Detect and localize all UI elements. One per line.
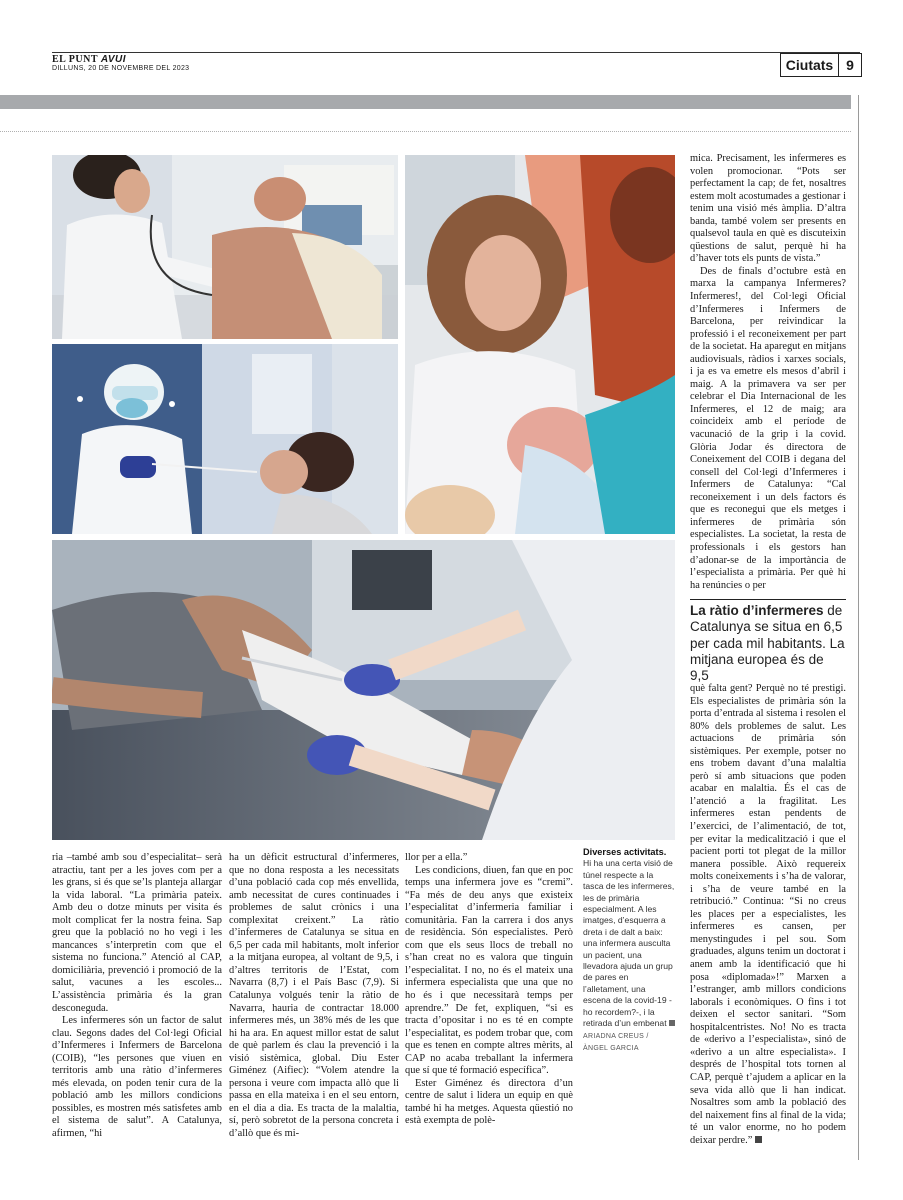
paragraph: ria –també amb sou d’especialitat– serà atractiu, tant per a les joves com per a les grans, si és que se’ls planteja allargar la vida laboral. “La primària pateix. Amb deu o dotze minuts per visita és molt complicat fer la nostra feina. Sap greu que la població no ho vegi i les mancances s’interpretin com que el sistema no funciona.” Atenció al CAP, domiciliària, prevenció i promoció de la salut, vacunes a les escoles... L’assistència primària és la gran desconeguda. [52, 852, 222, 1014]
page-edge-rule [858, 95, 859, 1160]
paragraph: Des de finals d’octubre està en marxa la campanya Infermeres? Infermeres!, del Col·legi Oficial d’Infermeres i Infermers de Barcelona, per reivindicar la professió i el reconeixement per part de la societat. Ha aparegut en mitjans audiovisuals, ràdios i xarxes socials, i ja es va emetre els mesos d’abril i maig. A la primavera va ser per celebrar el Dia Internacional de les Infermeres, el 12 de maig; ara coincideix amb el període de vacunació de la grip i la covid. Glòria Jodar és directora de Coneixement del COIB i degana del consell del Col·legi d’Infermeres i Infermers de Catalunya: “Cal reconeixement i un dels factors és que es reconegui que els metges i infermeres de primària són especialistes. La societat, la resta de professionals i els gestors han d’adonar-se de la importància de l’especialista a primària. Per què hi ha renúncies o per [690, 265, 846, 591]
header-rule [52, 52, 860, 53]
caption-text: Hi ha una certa visió de túnel respecte a la tasca de les infermeres, les de primària especialment. A les imatges, d’esquerra a dreta i de dalt a baix: una infermera ausculta un pacient, una llevadora ajuda un grup de pares en l’alletament, una escena de la covid-19 -ho recordem?-, i la retirada d’un embenat [583, 858, 675, 1029]
end-mark-icon [755, 1136, 762, 1143]
paragraph: mica. Precisament, les infermeres es volen promocionar. “Pots ser perfectament la cap; de fet, nosaltres estem molt acostumades a gestionar i tenim una visió més àmplia. D’altra banda, també volem ser presents en qualsevol taula en què es discuteixin qüestions de salut, perquè hi ha d’haver tots els punts de vista.” [690, 153, 846, 265]
article-column-right-top [690, 153, 846, 592]
photo-midwife-newborn [405, 155, 675, 534]
paragraph: què falta gent? Perquè no té prestigi. Els especialistes de primària són la porta d’entrada al sistema i resolen el 80% dels problemes de salut. Les actuacions de primària són sistèmiques. Per exemple, potser no ens trobem davant d’una malaltia però sí amb situacions que poden acabar en malaltia. És el cas de l’atenció a la fragilitat. Les infermeres estan pendents de l’exercici, de l’alimentació, de tot, per evitar la medicalització i que el pacient porti tot plegat de la millor manera possible. Això requereix molts coneixements i s’ha de valorar, i s’ha de veure també en la retribució.” Continua: “Si no creus les places per a especialistes, les infermeres es cansen, per menystingudes i pel sou. Som graduades, alguns tenim un doctorat i anem amb la identificació que hi posa «diplomada»!” Marxen a l’estranger, amb millors condicions laborals i econòmiques. O fins i tot deixen el sector sanitari. “Som hospitalcentristes. No! No es tracta de «derivo a l’especialista», sinó de «derivo a un altre especialista». I després de l’hospital tots tornen al CAP, perquè t’ajudem a aplicar en la seva vida allò que li han indicat. Nosaltres som amb la població des del naixement fins al final de la vida; té un valor enorme, no ho podem deixar perdre.” [690, 683, 846, 1146]
section-tab [780, 53, 862, 77]
paragraph: Les condicions, diuen, fan que en poc temps una infermera jove es “cremi”. “Fa més de deu anys que existeix l’especialitat d’infermeria familiar i comunitària. Fan la carrera i dos anys de residència. Són especialistes. Però com que els seus llocs de treball no s’han creat no es valora que tinguin l’especialitat. I no, no és el mateix una infermera especialista que una que no ho és i que necessitarà temps per aprendre.” De fet, expliquen, “si es tracta d’opositar i no es té en compte l’especialitat, es podem trobar que, com que es tenen en compte altres mèrits, al CAP no acaba treballant la infermera que sí que té formació específica”. [405, 864, 573, 1077]
paragraph: ha un dèficit estructural d’infermeres, que no dona resposta a les necessitats d’una població cada cop més envellida, amb necessitat de cures continuades i problemes de salut crònics i una complexitat creixent.” La ràtio d’infermeres de Catalunya se situa en 6,5 per cada mil habitants, molt inferior a la mitjana europea, al voltant de 9,5, i d’altres territoris de l’Estat, com Navarra (8,7) i el País Basc (7,9). Si Catalunya volgués tenir la ràtio de Navarra, hauria de contractar 18.000 infermeres més, un 38% més de les que hi ha ara. En aquest millor estat de salut de què parlem és clau la prevenció i la visió sistèmica, global. Diu Ester Giménez (Aifiec): “Volem atendre la persona i veure com impacta allò que li passa en ella mateixa i en el seu entorn, en el dia a dia. Es tracta de la malaltia, sí, però sobretot de la persona concreta i d’allò que és mi- [229, 852, 399, 1140]
section-band [0, 95, 851, 109]
paragraph: llor per a ella.” [405, 852, 468, 863]
section-name: Ciutats [781, 54, 839, 76]
article-column-1 [52, 852, 222, 1141]
article-column-2 [229, 852, 399, 1141]
end-mark-icon [669, 1020, 675, 1026]
photo-covid-test [52, 344, 398, 534]
edition-date: DILLUNS, 20 DE NOVEMBRE DEL 2023 [52, 65, 190, 72]
caption-title: Diverses activitats. [583, 847, 667, 857]
dotted-rule [0, 131, 851, 132]
article-column-right-bottom [690, 683, 846, 1147]
article-column-3 [405, 852, 573, 1128]
photo-caption [583, 847, 675, 1054]
masthead: EL PUNT AVUI [52, 54, 126, 65]
page-number: 9 [846, 57, 854, 73]
paragraph: Ester Giménez és directora d’un centre de salut i lidera un equip en què també hi ha metges. Aquesta qüestió no està exempta de polè- [405, 1077, 573, 1127]
photo-nurse-auscultation [52, 155, 398, 339]
paragraph: Les infermeres són un factor de salut clau. Segons dades del Col·legi Oficial d’Infermeres i Infermers de Barcelona (COIB), “les persones que viuen en territoris amb una ràtio d’infermeres més elevada, on poden tenir cura de la població amb les millors condicions possibles, es mostren més satisfetes amb el sistema de salut”. A Catalunya, afirmen, “hi [52, 1015, 222, 1140]
pull-quote: La ràtio d’infermeres de Catalunya se situa en 6,5 per cada mil habitants. La mitjana europea és de 9,5 [690, 599, 846, 684]
photo-bandage-removal [52, 540, 675, 840]
photo-credit: ARIADNA CREUS / ÀNGEL GARCIA [583, 1032, 649, 1052]
